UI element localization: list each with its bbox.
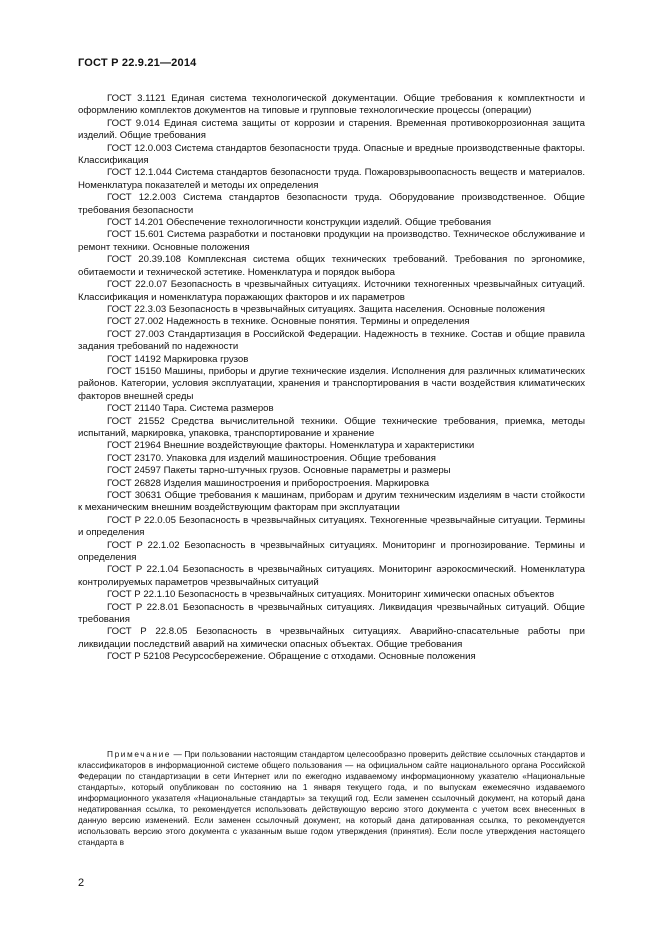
reference-item: ГОСТ Р 22.1.10 Безопасность в чрезвычайных ситуациях. Мониторинг химически опасных объектов [107, 589, 555, 601]
reference-item: ГОСТ 9.014 Единая система защиты от коррозии и старения. Временная противокоррозионная защита изделий. Общие требования [78, 117, 585, 142]
reference-item: ГОСТ 3.1121 Единая система технологической документации. Общие требования к комплектности и оформлению комплектов документов на типовые и групповые технологические процессы (операции) [78, 93, 585, 117]
reference-item: ГОСТ 22.3.03 Безопасность в чрезвычайных ситуациях. Защита населения. Основные положения [107, 303, 545, 315]
reference-item: ГОСТ 26828 Изделия машиностроения и приборостроения. Маркировка [107, 477, 430, 489]
reference-item: ГОСТ 20.39.108 Комплексная система общих технических требований. Требования по эргономике, обитаемости и технической эстетике. Номенклатура и порядок выбора [78, 254, 585, 278]
normative-references [78, 93, 585, 664]
reference-item: ГОСТ 21552 Средства вычислительной техники. Общие технические требования, приемка, методы испытаний, маркировка, упаковка, транспортирование и хранение [78, 415, 585, 439]
reference-item: ГОСТ 23170. Упаковка для изделий машиностроения. Общие требования [107, 452, 436, 464]
reference-item: ГОСТ Р 22.1.04 Безопасность в чрезвычайных ситуациях. Мониторинг аэрокосмический. Номенклатура контролируемых параметров чрезвычайных ситуаций [78, 564, 585, 588]
reference-item: ГОСТ 12.0.003 Система стандартов безопасности труда. Опасные и вредные производственные факторы. Классификация [78, 142, 585, 167]
reference-item: ГОСТ 22.0.07 Безопасность в чрезвычайных ситуациях. Источники техногенных чрезвычайных ситуаций. Классификация и номенклатура поражающих факторов и их параметров [78, 279, 585, 303]
note-text: — При пользовании настоящим стандартом целесообразно проверить действие ссылочных стандартов и классификаторов в информационной системе общего пользования — на официальном сайте национального органа Российской Федерации по стандартизации в сети Интернет или по ежегодно издаваемому информационному указателю «Национальные стандарты», который опубликован по состоянию на 1 января текущего года, и по выпускам ежемесячно издаваемого информационного указателя «Национальные стандарты» за текущий год. Если заменен ссылочный документ, на который дана недатированная ссылка, то рекомендуется использовать действующую версию этого документа с учетом всех внесенных в данную версию изменений. Если заменен ссылочный документ, на который дана датированная ссылка, то рекомендуется использовать версию этого документа с указанным выше годом утверждения (принятия). Если после утверждения настоящего стандарта в [78, 749, 585, 847]
reference-item: ГОСТ Р 22.1.02 Безопасность в чрезвычайных ситуациях. Мониторинг и прогнозирование. Термины и определения [78, 539, 585, 564]
reference-item: ГОСТ 27.003 Стандартизация в Российской Федерации. Надежность в технике. Состав и общие правила задания требований по надежности [78, 328, 585, 353]
reference-item: ГОСТ 21140 Тара. Система размеров [107, 403, 274, 415]
reference-item: ГОСТ 15150 Машины, приборы и другие технические изделия. Исполнения для различных климатических районов. Категории, условия эксплуатации, хранения и транспортирования в части воздействия климатических факторов внешней среды [78, 365, 585, 402]
reference-item: ГОСТ Р 52108 Ресурсосбережение. Обращение с отходами. Основные положения [107, 651, 476, 663]
reference-item: ГОСТ 15.601 Система разработки и постановки продукции на производство. Техническое обслуживание и ремонт техники. Основные положения [78, 229, 585, 253]
reference-item: ГОСТ 24597 Пакеты тарно-штучных грузов. Основные параметры и размеры [107, 465, 451, 477]
reference-item: ГОСТ 12.1.044 Система стандартов безопасности труда. Пожаровзрывоопасность веществ и материалов. Номенклатура показателей и методы их определения [78, 167, 585, 191]
reference-item: ГОСТ Р 22.0.05 Безопасность в чрезвычайных ситуациях. Техногенные чрезвычайные ситуации. Термины и определения [78, 514, 585, 539]
reference-item: ГОСТ Р 22.8.01 Безопасность в чрезвычайных ситуациях. Ликвидация чрезвычайных ситуаций. Общие требования [78, 601, 585, 626]
reference-item: ГОСТ 21964 Внешние воздействующие факторы. Номенклатура и характеристики [107, 440, 475, 452]
note-label: Примечание [107, 749, 172, 759]
note-block [78, 749, 585, 848]
note-paragraph [78, 749, 585, 848]
document-header: ГОСТ Р 22.9.21—2014 [78, 57, 197, 69]
reference-item: ГОСТ 30631 Общие требования к машинам, приборам и другим техническим изделиям в части стойкости к механическим внешним воздействующим факторам при эксплуатации [78, 490, 585, 514]
reference-item: ГОСТ 12.2.003 Система стандартов безопасности труда. Оборудование производственное. Общие требования безопасности [78, 192, 585, 216]
reference-item: ГОСТ 27.002 Надежность в технике. Основные понятия. Термины и определения [107, 316, 470, 328]
page-number: 2 [78, 877, 85, 889]
reference-item: ГОСТ 14.201 Обеспечение технологичности конструкции изделий. Общие требования [107, 217, 492, 229]
reference-item: ГОСТ 14192 Маркировка грузов [107, 353, 249, 365]
reference-item: ГОСТ Р 22.8.05 Безопасность в чрезвычайных ситуациях. Аварийно-спасательные работы при ликвидации последствий аварий на химически опасных объектах. Общие требования [78, 626, 585, 650]
